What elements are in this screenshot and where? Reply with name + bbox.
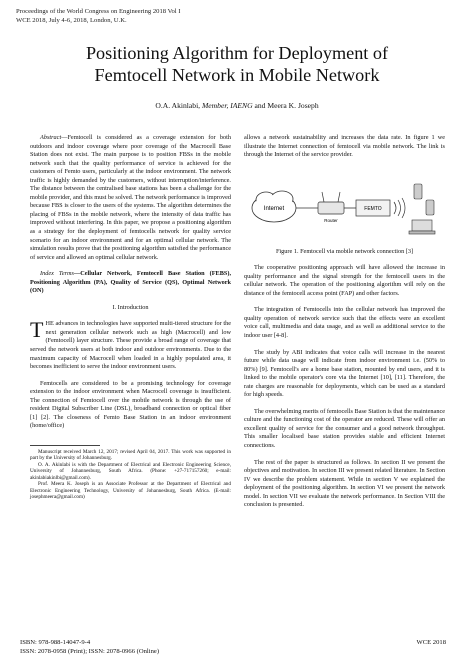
internet-label: Internet [263, 205, 285, 212]
conference-line-1: Proceedings of the World Congress on Engineering 2018 Vol I [16, 8, 181, 15]
network-diagram [244, 170, 445, 244]
footnote-manuscript: Manuscript received March 12, 2017; revised April 04, 2017. This work was supported in part by the University of Johannesburg. [30, 448, 231, 462]
right-paragraph-5: The rest of the paper is structured as follows. In section II we present the objectives and motivation. In section III we present related literature. In Section IV we describe the problem statement. While in section V we explained the deployment of the positioning algorithm. In section VI we present the network model. In section VII we evaluate the network performance. In Section VIII the conclusion is presented. [244, 458, 445, 509]
intro-paragraph-1-text: HE advances in technologies have supported multi-tiered structure for the next generation cellular network such as high (Macrocell) and low (Femtocell) layer structure. These provide a broad range of coverage that served the network users at both indoor and outdoor environments. Due to the maximum capacity of Macrocell when loaded in a highly populated area, it becomes inefficient to serve the indoor environment users. [30, 320, 231, 371]
mobile-phone-icon [414, 184, 422, 199]
page-footer-left [20, 639, 159, 656]
footer-isbn: ISBN: 978-988-14047-9-4 [20, 639, 91, 646]
intro-paragraph-1 [30, 317, 231, 371]
right-paragraph-0: allows a network sustainability and increases the data rate. In figure 1 we illustrate the Internet connection of femtocell via mobile network. The link is through the Internet of the service provider. [244, 134, 445, 159]
mobile-phone-icon [426, 200, 434, 215]
figure-1-caption: Figure 1. Femtocell via mobile network connection [3] [275, 247, 414, 255]
right-paragraph-1: The cooperative positioning approach will have allowed the increase in quality performance and the signal strength for the femtocell users in the cellular network. The operation of the positioning algorithm will rely on the distance of the femtocell access point (FAP) and other factors. [244, 264, 445, 297]
title-line-1: Positioning Algorithm for Deployment of [85, 43, 389, 63]
footnote-author-1: O. A. Akinlabi is with the Department of Electrical and Electronic Engineering Science, University of Johannesburg, South Africa. (Phone: +27-717157260; e-mail: akinlabiakinlbi@gmail.com). [30, 461, 231, 481]
conference-header [16, 8, 180, 25]
author-first: O.A. Akinlabi, [155, 101, 202, 110]
paper-title [20, 42, 454, 86]
right-paragraph-3: The study by ABI indicates that voice calls will increase in the nearest future while data usage will indicate from indoor environment i.e. (50% to 80%) [9]. Femtocell's are a home base station, mounted by end users, and it is linked to the mobile operator's core via the Internet [10], [11]. Therefore, the rate charges are reasonable for deployments, which can be used as a standard for high speeds. [244, 348, 445, 399]
footer-issn: ISSN: 2078-0958 (Print); ISSN: 2078-0966 (Online) [20, 647, 160, 655]
internet-cloud-icon [252, 191, 296, 222]
right-paragraph-4: The overwhelming merits of femtocells Base Station is that the maintenance culture and the functioning cost of the operator are reduced. These will offer an excellent quality of service for the consumer and a good network throughput. This smaller localised base station provides stable and efficient Internet connections. [244, 407, 445, 450]
router-icon [318, 192, 344, 223]
router-label: Router [324, 217, 338, 223]
femto-label: FEMTO [364, 205, 382, 212]
index-terms-text: —Cellular Network, Femtocell Base Station (FEBS), Positioning Algorithm (PA), Quality of Service (QS), Optimal Network (ON) [30, 270, 232, 295]
author-line [20, 101, 454, 110]
right-column [244, 134, 445, 510]
abstract-text: —Femtocell is considered as a coverage extension for both outdoors and indoor coverage where poor coverage of the Macrocell Base Station does not exist. The main purpose is to position FBSs in the mobile network such that the quality performance of service is achieved for the customers of Femto users, particularly at the indoor environment. The network traffic is highly demanded by the customers, without interruption/interference. The distance between the centralised base stations has been a challenge for the mobile provider, and this must be solved. The network performance is improved because FBS is closer to the users of the systems. The algorithm determines the placing of FBSs in the mobile network, where the intensity of data traffic has improved without interfering. In this paper, we propose a positioning algorithm as a strategy for the deployment of femtocells network for quality service scenario for an indoor environment and for an optimal cellular network. The simulation results prove that the positioning algorithm satisfied the performance of service and allowed an optimal cellular network. [30, 134, 231, 261]
drop-cap: T [30, 317, 44, 343]
abstract-label: Abstract [40, 134, 62, 141]
footnote-author-2: Prof. Meera K. Joseph is an Associate Professor at the Department of Electrical and Electronic Engineering Technology, University of Johannesburg, South Africa. (E-mail: josephmeera@gmail.com) [30, 481, 231, 501]
author-membership: Member, IAENG [201, 101, 253, 110]
wireless-signal-icon [394, 198, 405, 218]
index-terms [30, 270, 231, 296]
index-terms-label: Index Terms [40, 270, 74, 278]
conference-line-2: WCE 2018, July 4-6, 2018, London, U.K. [16, 16, 127, 24]
left-column [30, 134, 231, 501]
intro-paragraph-2: Femtocells are considered to be a promising technology for coverage extension to the indoor environment when Macrocell coverage is insufficient. The connection of Femtocell over the mobile network is through the use of resident Digital Subscriber Line (DSL), broadband connection or optical fiber [1] [2]. The closeness of Femto Base Station in an indoor environment (home/office) [30, 379, 231, 430]
page-footer-right: WCE 2018 [416, 639, 446, 646]
footnote-divider [30, 445, 100, 446]
right-paragraph-2: The integration of Femtocells into the cellular network has improved the quality operation of network service such that the effects were an excellent voice call, multimedia and data usage, and as well as additional service to the indoor user [4-8]. [244, 306, 445, 340]
femto-base-station-icon [356, 200, 390, 216]
abstract [30, 134, 231, 262]
laptop-icon [409, 220, 435, 234]
title-line-2: Femtocell Network in Mobile Network [94, 65, 380, 85]
author-rest: and Meera K. Joseph [252, 101, 319, 110]
figure-1 [244, 170, 445, 244]
section-heading-introduction: I. Introduction [112, 303, 149, 311]
